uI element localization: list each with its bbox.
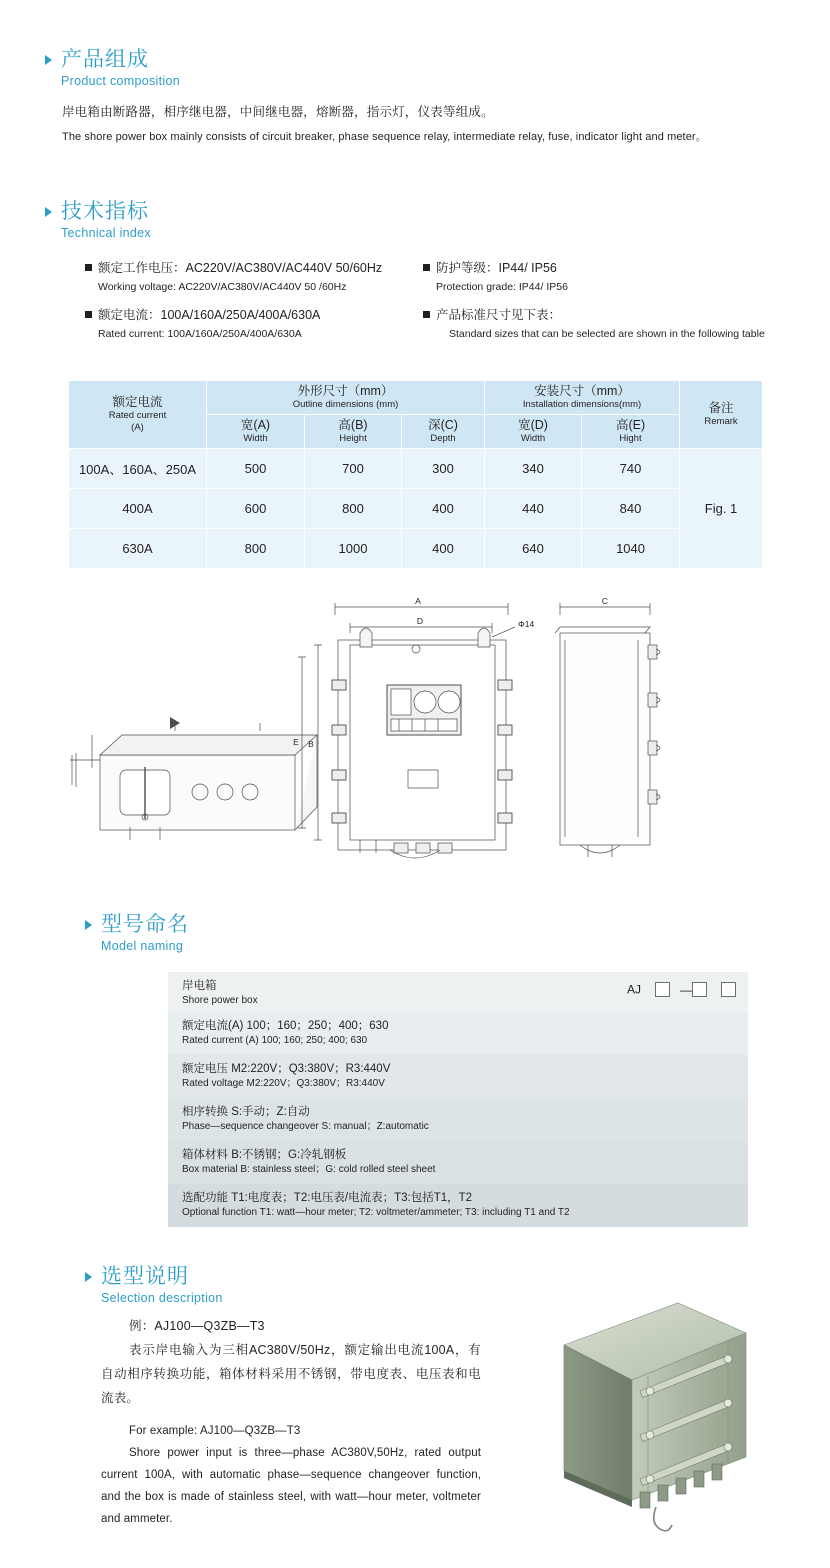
header-unit: (A): [131, 422, 144, 433]
section-title-cn: 选型说明: [101, 1265, 189, 1288]
cell-depth-c: 400: [402, 489, 485, 529]
square-bullet-icon: [423, 311, 430, 318]
bullet-arrow-icon: [45, 55, 52, 65]
row-label-cn: 箱体材料 B:不锈钢；G:冷轧钢板: [182, 1149, 347, 1161]
selection-description-text: [101, 1314, 481, 1530]
row-label-cn: 额定电流(A) 100；160；250；400；630: [182, 1020, 389, 1032]
tech-item-label-cn: 产品标准尺寸见下表：: [436, 308, 562, 322]
model-naming-row-1: [168, 972, 748, 1012]
code-dash: —: [680, 982, 692, 997]
tech-item-label-en: Standard sizes that can be selected are shown in the following table: [449, 328, 765, 340]
header-cn: 安装尺寸（mm）: [534, 384, 630, 398]
tech-item-label-en: Working voltage: AC220V/AC380V/AC440V 50 /60Hz: [98, 281, 347, 293]
code-box-option[interactable]: [721, 982, 736, 997]
square-bullet-icon: [85, 264, 92, 271]
header-remark: [680, 381, 763, 449]
drawing-top-view: [70, 717, 317, 840]
header-en: Depth: [430, 433, 456, 444]
row-label-en: Rated current (A) 100; 160; 250; 400; 630: [182, 1035, 368, 1046]
cell-current: 100A、160A、250A: [69, 449, 207, 489]
dimension-label-a: A: [415, 596, 421, 606]
section-title-en: Model naming: [101, 939, 184, 953]
row-label-cn: 选配功能 T1:电度表；T2:电压表/电流表；T3:包括T1，T2: [182, 1192, 473, 1204]
cell-height-e: 740: [582, 449, 680, 489]
tech-item-rated-current: [85, 305, 415, 340]
header-cn: 宽(D): [518, 418, 548, 432]
row-label-en: Box material B: stainless steel；G: cold rolled steel sheet: [182, 1164, 436, 1175]
cell-height-b: 700: [305, 449, 402, 489]
row-label-cn: 岸电箱: [182, 980, 217, 992]
cell-height-b: 1000: [305, 529, 402, 569]
table-row: [69, 529, 763, 569]
dimension-label-c: C: [601, 596, 609, 606]
cell-width-d: 440: [485, 489, 582, 529]
cell-remark: Fig. 1: [680, 449, 763, 569]
section-title-en: Selection description: [101, 1291, 223, 1305]
cell-height-b: 800: [305, 489, 402, 529]
table-header-row-1: [69, 381, 763, 415]
section-header-model-naming: [85, 913, 189, 955]
drawing-side-view: [555, 603, 660, 857]
code-box-current[interactable]: [655, 982, 670, 997]
cell-width-d: 640: [485, 529, 582, 569]
tech-item-standard-sizes: [423, 305, 768, 340]
product-composition-body-cn: 岸电箱由断路器，相序继电器，中间继电器，熔断器，指示灯，仪表等组成。: [62, 105, 494, 119]
dimension-label-hole: Φ14: [518, 619, 535, 629]
header-width-a: [207, 415, 305, 449]
header-en: Rated current: [108, 410, 167, 421]
bullet-arrow-icon: [85, 920, 92, 930]
cell-width-d: 340: [485, 449, 582, 489]
header-cn: 宽(A): [240, 418, 271, 432]
tech-item-working-voltage: [85, 258, 415, 293]
product-photo-shore-power-box: [528, 1285, 768, 1535]
square-bullet-icon: [85, 311, 92, 318]
header-en: Outline dimensions (mm): [292, 399, 399, 410]
row-label-en: Phase—sequence changeover S: manual；Z:automatic: [182, 1121, 429, 1132]
header-outline-dimensions: [207, 381, 485, 415]
row-label-en: Shore power box: [182, 995, 258, 1006]
tech-item-label-en: Protection grade: IP44/ IP56: [436, 281, 568, 293]
example-en: For example: AJ100—Q3ZB—T3: [129, 1425, 301, 1437]
example-cn: 例：AJ100—Q3ZB—T3: [129, 1319, 265, 1333]
header-cn: 备注: [708, 401, 734, 415]
model-naming-row-3: [168, 1055, 748, 1098]
dimension-label-b: B: [308, 739, 314, 749]
model-code-group: [627, 982, 736, 997]
header-depth-c: [402, 415, 485, 449]
header-rated-current: [69, 381, 207, 449]
model-naming-row-2: [168, 1012, 748, 1055]
section-title-cn: 技术指标: [61, 200, 149, 223]
model-naming-row-4: [168, 1098, 748, 1141]
section-title-cn: 型号命名: [101, 913, 189, 936]
tech-item-label-cn: 额定电流：100A/160A/250A/400A/630A: [98, 308, 321, 322]
header-height-e: [582, 415, 680, 449]
dimension-label-e: E: [293, 737, 299, 747]
section-header-selection-description: [85, 1265, 223, 1307]
specification-table: [68, 380, 763, 569]
row-label-cn: 相序转换 S:手动；Z:自动: [182, 1106, 310, 1118]
header-cn: 额定电流: [112, 395, 163, 409]
cell-height-e: 840: [582, 489, 680, 529]
model-naming-row-5: [168, 1141, 748, 1184]
tech-item-protection-grade: [423, 258, 763, 293]
header-en: Hight: [619, 433, 642, 444]
code-prefix-aj: AJ: [626, 982, 641, 997]
header-cn: 外形尺寸（mm）: [297, 384, 394, 398]
drawing-front-view: [298, 603, 515, 858]
model-naming-row-6: [168, 1184, 748, 1227]
row-label-cn: 额定电压 M2:220V；Q3:380V；R3:440V: [182, 1063, 391, 1075]
table-row: [69, 449, 763, 489]
cell-width-a: 600: [207, 489, 305, 529]
cell-current: 400A: [69, 489, 207, 529]
tech-item-label-cn: 额定工作电压：AC220V/AC380V/AC440V 50/60Hz: [98, 261, 383, 275]
row-label-en: Rated voltage M2:220V；Q3:380V；R3:440V: [182, 1078, 385, 1089]
square-bullet-icon: [423, 264, 430, 271]
header-installation-dimensions: [485, 381, 680, 415]
cell-depth-c: 400: [402, 529, 485, 569]
model-naming-block: [168, 972, 748, 1227]
header-en: Width: [520, 433, 546, 444]
cell-width-a: 500: [207, 449, 305, 489]
technical-drawing-group: [60, 585, 760, 870]
header-cn: 深(C): [428, 418, 458, 432]
section-header-technical-index: [45, 200, 151, 242]
paragraph-en: Shore power input is three—phase AC380V,50Hz, rated output current 100A, with automatic phase—sequence changeover function, and the box is made of stainless steel, with watt—hour meter, voltmeter and ammeter.: [101, 1447, 481, 1525]
section-title-cn: 产品组成: [61, 48, 149, 71]
cell-depth-c: 300: [402, 449, 485, 489]
dimension-label-d: D: [416, 616, 424, 626]
cell-height-e: 1040: [582, 529, 680, 569]
section-header-product-composition: [45, 48, 180, 90]
product-composition-body-en: The shore power box mainly consists of circuit breaker, phase sequence relay, intermediate relay, fuse, indicator light and meter。: [62, 131, 707, 143]
header-cn: 高(E): [615, 418, 646, 432]
header-en: Remark: [704, 416, 738, 427]
code-box-voltage[interactable]: [692, 982, 707, 997]
bullet-arrow-icon: [85, 1272, 92, 1282]
section-title-en: Product composition: [61, 74, 180, 88]
header-en: Installation dimensions(mm): [522, 399, 642, 410]
header-en: Height: [339, 433, 367, 444]
cell-width-a: 800: [207, 529, 305, 569]
table-row: [69, 489, 763, 529]
bullet-arrow-icon: [45, 207, 52, 217]
cell-current: 630A: [69, 529, 207, 569]
paragraph-cn: 表示岸电输入为三相AC380V/50Hz，额定输出电流100A，有自动相序转换功能，箱体材料采用不锈钢，带电度表、电压表和电流表。: [101, 1343, 481, 1405]
tech-item-label-cn: 防护等级：IP44/ IP56: [436, 261, 557, 275]
row-label-en: Optional function T1: watt—hour meter; T2: voltmeter/ammeter; T3: including T1 and T2: [182, 1207, 570, 1218]
header-cn: 高(B): [338, 418, 368, 432]
header-height-b: [305, 415, 402, 449]
section-title-en: Technical index: [61, 226, 151, 240]
tech-item-label-en: Rated current: 100A/160A/250A/400A/630A: [98, 328, 302, 340]
header-en: Width: [243, 433, 268, 444]
header-width-d: [485, 415, 582, 449]
